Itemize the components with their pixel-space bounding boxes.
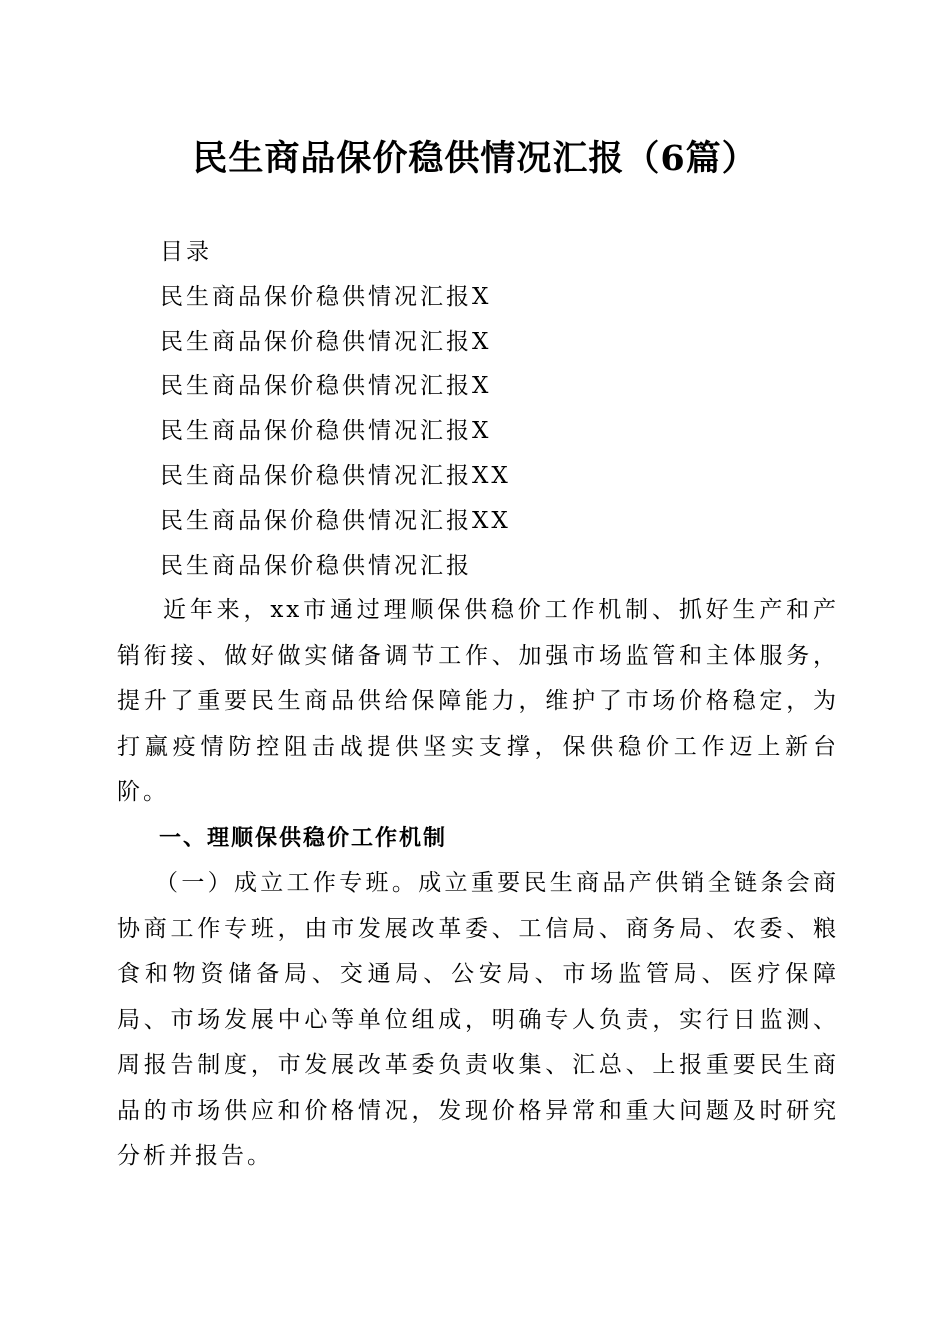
toc-item[interactable]: 民生商品保价稳供情况汇报X: [160, 418, 492, 445]
table-of-contents: [160, 230, 860, 588]
toc-item[interactable]: 民生商品保价稳供情况汇报X: [160, 373, 492, 400]
document-title: 民生商品保价稳供情况汇报（6篇）: [192, 138, 758, 179]
toc-heading: 目录: [160, 239, 212, 265]
toc-item[interactable]: 民生商品保价稳供情况汇报XX: [160, 462, 511, 489]
intro-paragraph: 近年来，xx市通过理顺保供稳价工作机制、抓好生产和产销衔接、做好做实储备调节工作、加强市场监管和主体服务，提升了重要民生商品供给保障能力，维护了市场价格稳定，为打赢疫情防控阻击战提供坚实支撑，保供稳价工作迈上新台阶。: [117, 597, 839, 805]
toc-item[interactable]: 民生商品保价稳供情况汇报X: [160, 328, 492, 355]
section-heading: 一、理顺保供稳价工作机制: [159, 825, 448, 851]
section-paragraph: （一）成立工作专班。成立重要民生商品产供销全链条会商协商工作专班，由市发展改革委、工信局、商务局、农委、粮食和物资储备局、交通局、公安局、市场监管局、医疗保障局、市场发展中心等单位组成，明确专人负责，实行日监测、周报告制度，市发展改革委负责收集、汇总、上报重要民生商品的市场供应和价格情况，发现价格异常和重大问题及时研究分析并报告。: [117, 870, 839, 1169]
toc-item[interactable]: 民生商品保价稳供情况汇报: [160, 552, 472, 579]
toc-item[interactable]: 民生商品保价稳供情况汇报XX: [160, 507, 511, 534]
document-body: [117, 588, 839, 1180]
toc-item[interactable]: 民生商品保价稳供情况汇报X: [160, 283, 492, 310]
